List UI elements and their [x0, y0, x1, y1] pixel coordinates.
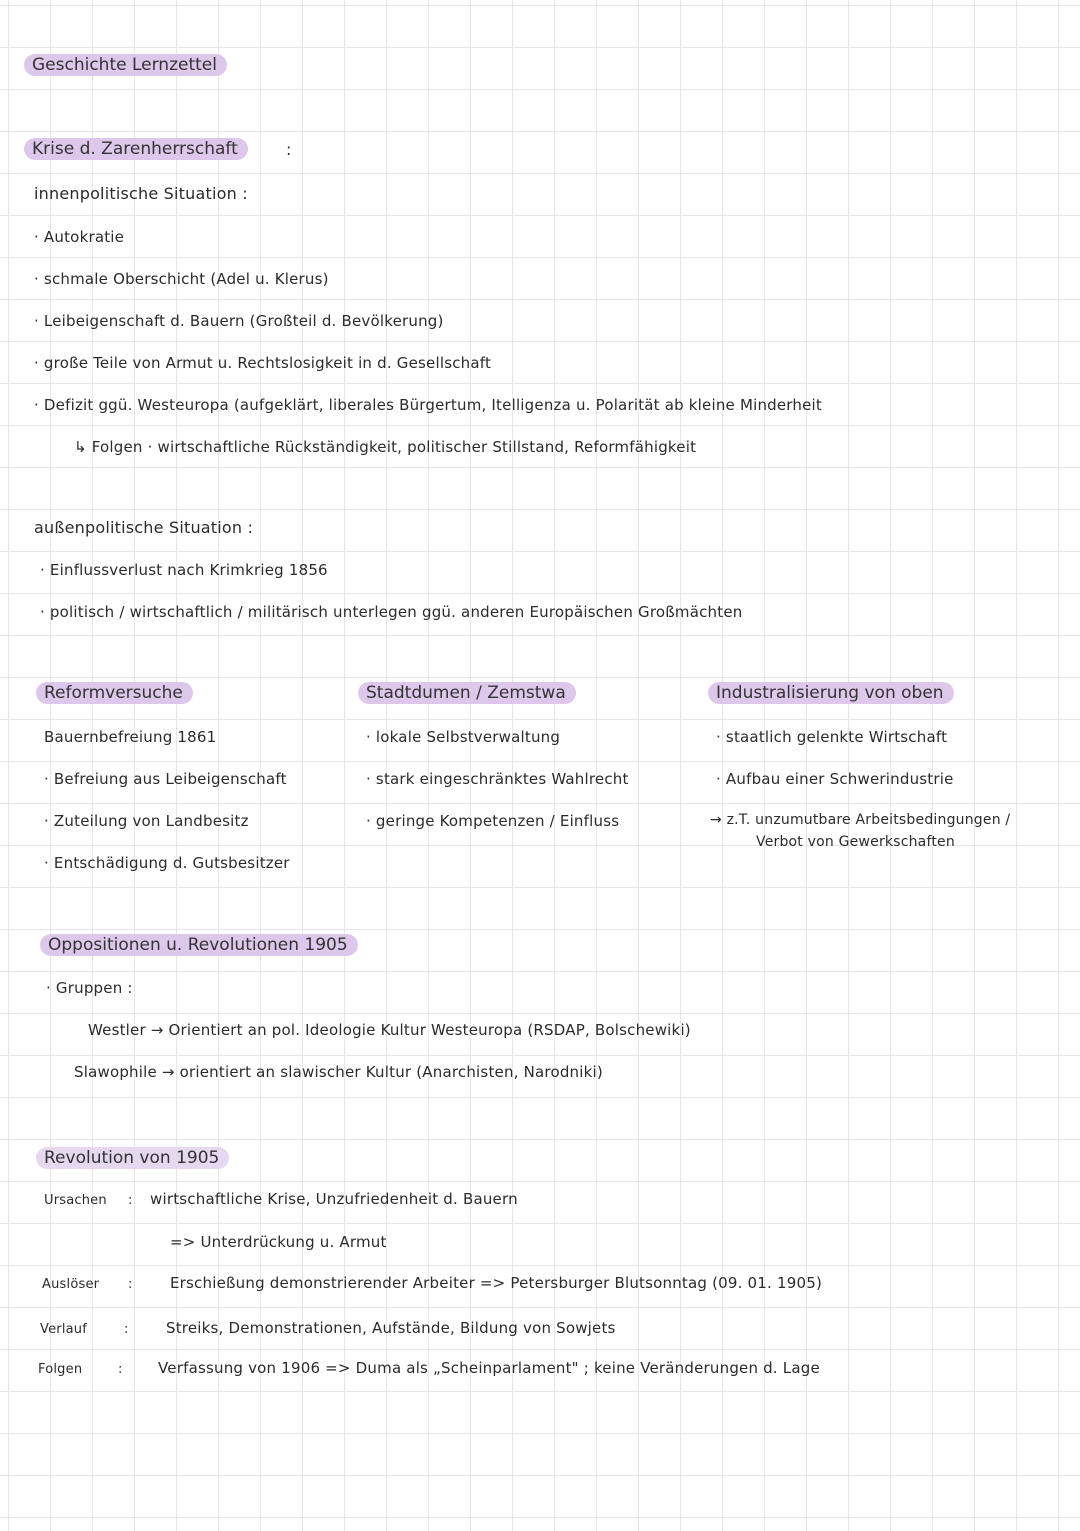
reform-line: · Befreiung aus Leibeigenschaft	[44, 770, 287, 788]
revolution-label: Ursachen	[44, 1193, 107, 1208]
section-heading-opposition: Oppositionen u. Revolutionen 1905	[40, 934, 358, 956]
revolution-label: Verlauf	[40, 1322, 88, 1337]
revolution-text: => Unterdrückung u. Armut	[170, 1233, 387, 1251]
aussen-item: · politisch / wirtschaftlich / militärisch unterlegen ggü. anderen Europäischen Großmächten	[40, 603, 743, 621]
revolution-text: Erschießung demonstrierender Arbeiter => Petersburger Blutsonntag (09. 01. 1905)	[170, 1274, 823, 1292]
innen-item: · Leibeigenschaft d. Bauern (Großteil d. Bevölkerung)	[34, 312, 444, 330]
section-heading-revolution: Revolution von 1905	[36, 1147, 229, 1169]
revolution-label: Folgen	[38, 1362, 83, 1377]
indus-line: · Aufbau einer Schwerindustrie	[716, 770, 954, 788]
innen-item: · schmale Oberschicht (Adel u. Klerus)	[34, 270, 329, 288]
krise-colon: :	[286, 140, 292, 159]
revolution-colon: :	[128, 1277, 133, 1292]
reform-line: · Entschädigung d. Gutsbesitzer	[44, 854, 290, 872]
innen-item: · Defizit ggü. Westeuropa (aufgeklärt, liberales Bürgertum, Itelligenza u. Polarität ab kleine Minderheit	[34, 396, 822, 414]
revolution-colon: :	[128, 1193, 133, 1208]
opposition-slawophile: Slawophile → orientiert an slawischer Kultur (Anarchisten, Narodniki)	[74, 1063, 603, 1081]
column-heading-stadt: Stadtdumen / Zemstwa	[358, 682, 576, 704]
reform-line: · Zuteilung von Landbesitz	[44, 812, 249, 830]
opposition-gruppen: · Gruppen :	[46, 979, 133, 997]
stadt-line: · stark eingeschränktes Wahlrecht	[366, 770, 629, 788]
aussen-item: · Einflussverlust nach Krimkrieg 1856	[40, 561, 328, 579]
innen-folgen: ↳ Folgen · wirtschaftliche Rückständigkeit, politischer Stillstand, Reformfähigkeit	[74, 438, 697, 456]
section-heading-krise: Krise d. Zarenherrschaft	[24, 138, 248, 160]
page-title: Geschichte Lernzettel	[24, 54, 227, 76]
indus-line: Verbot von Gewerkschaften	[756, 834, 955, 850]
opposition-westler: Westler → Orientiert an pol. Ideologie Kultur Westeuropa (RSDAP, Bolschewiki)	[88, 1021, 691, 1039]
innen-item: · Autokratie	[34, 228, 125, 246]
indus-line: → z.T. unzumutbare Arbeitsbedingungen /	[710, 812, 1011, 828]
column-heading-indus: Industralisierung von oben	[708, 682, 954, 704]
reform-line: Bauernbefreiung 1861	[44, 728, 217, 746]
aussen-heading: außenpolitische Situation :	[34, 518, 254, 537]
revolution-label: Auslöser	[42, 1277, 100, 1292]
innen-item: · große Teile von Armut u. Rechtslosigkeit in d. Gesellschaft	[34, 354, 492, 372]
revolution-text: Streiks, Demonstrationen, Aufstände, Bildung von Sowjets	[166, 1319, 616, 1337]
innen-heading: innenpolitische Situation :	[34, 184, 248, 203]
column-heading-reform: Reformversuche	[36, 682, 193, 704]
stadt-line: · lokale Selbstverwaltung	[366, 728, 561, 746]
indus-line: · staatlich gelenkte Wirtschaft	[716, 728, 948, 746]
revolution-text: wirtschaftliche Krise, Unzufriedenheit d. Bauern	[150, 1190, 518, 1208]
revolution-colon: :	[118, 1362, 123, 1377]
revolution-text: Verfassung von 1906 => Duma als „Scheinparlament" ; keine Veränderungen d. Lage	[158, 1359, 820, 1377]
revolution-colon: :	[124, 1322, 129, 1337]
stadt-line: · geringe Kompetenzen / Einfluss	[366, 812, 620, 830]
